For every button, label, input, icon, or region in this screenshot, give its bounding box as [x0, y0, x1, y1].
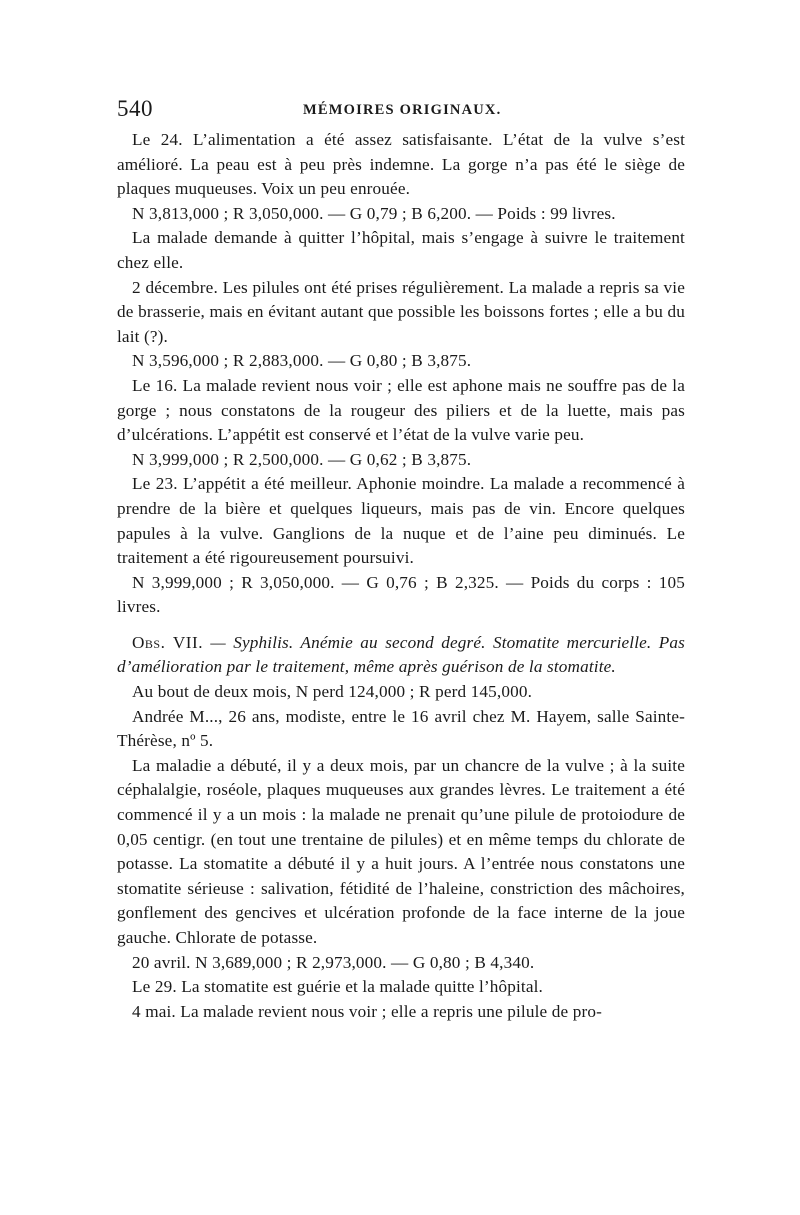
paragraph: 20 avril. N 3,689,000 ; R 2,973,000. — G 0,80 ; B 4,340.: [132, 952, 535, 972]
paragraph: N 3,596,000 ; R 2,883,000. — G 0,80 ; B 3,875.: [132, 351, 472, 371]
paragraph: La maladie a débuté, il y a deux mois, par un chancre de la vulve ; à la suite céphalalgie, roséole, plaques muqueuses aux grandes lèvres. Le traitement a été commencé il y a un mois : la malade ne prenait qu’une pilule de protoiodure de 0,05 centigr. (en tout une trentaine de pilules) et en même temps du chlorate de potasse. La stomatite a débuté il y a huit jours. A l’entrée nous constatons une stomatite sérieuse : salivation, fétidité de l’haleine, constriction des mâchoires, gonflement des gencives et ulcération profonde de la face interne de la joue gauche. Chlorate de potasse.: [117, 755, 685, 947]
paragraph: 4 mai. La malade revient nous voir ; elle a repris une pilule de pro-: [132, 1001, 602, 1021]
observation-label: Obs. VII.: [132, 632, 203, 652]
paragraph: La malade demande à quitter l’hôpital, mais s’engage à suivre le traitement chez elle.: [117, 228, 685, 272]
paragraph: Andrée M..., 26 ans, modiste, entre le 16 avril chez M. Hayem, salle Sainte-Thérèse, nº 5.: [117, 706, 685, 751]
page-header: [117, 96, 687, 126]
paragraph: Le 23. L’appétit a été meilleur. Aphonie moindre. La malade a recommencé à prendre de la bière et quelques liqueurs, mais pas de vin. Encore quelques papules à la vulve. Ganglions de la nuque et de l’aine peu diminués. Le traitement a été rigoureusement poursuivi.: [117, 474, 685, 568]
paragraph: N 3,999,000 ; R 3,050,000. — G 0,76 ; B 2,325. — Poids du corps : 105 livres.: [117, 572, 685, 617]
observation-heading: [117, 631, 685, 680]
paragraph: N 3,999,000 ; R 2,500,000. — G 0,62 ; B 3,875.: [132, 449, 472, 469]
body-text: [117, 128, 685, 1024]
running-title: MÉMOIRES ORIGINAUX.: [303, 102, 502, 118]
paragraph: 2 décembre. Les pilules ont été prises régulièrement. La malade a repris sa vie de brasserie, mais en évitant autant que possible les boissons fortes ; elle a bu du lait (?).: [117, 277, 685, 346]
paragraph: N 3,813,000 ; R 3,050,000. — G 0,79 ; B 6,200. — Poids : 99 livres.: [132, 203, 616, 223]
page-number: 540: [117, 96, 153, 121]
paragraph: Au bout de deux mois, N perd 124,000 ; R perd 145,000.: [132, 682, 533, 702]
paragraph: Le 29. La stomatite est guérie et la malade quitte l’hôpital.: [132, 977, 544, 997]
observation-title: — Syphilis. Anémie au second degré. Stomatite mercurielle. Pas d’amélioration par le traitement, même après guérison de la stomatite.: [117, 632, 685, 677]
paragraph: Le 24. L’alimentation a été assez satisfaisante. L’état de la vulve s’est amélioré. La peau est à peu près indemne. La gorge n’a pas été le siège de plaques muqueuses. Voix un peu enrouée.: [117, 130, 685, 199]
paragraph: Le 16. La malade revient nous voir ; elle est aphone mais ne souffre pas de la gorge ; nous constatons de la rougeur des piliers et de la luette, mais pas d’ulcérations. L’appétit est conservé et l’état de la vulve varie peu.: [117, 375, 685, 445]
